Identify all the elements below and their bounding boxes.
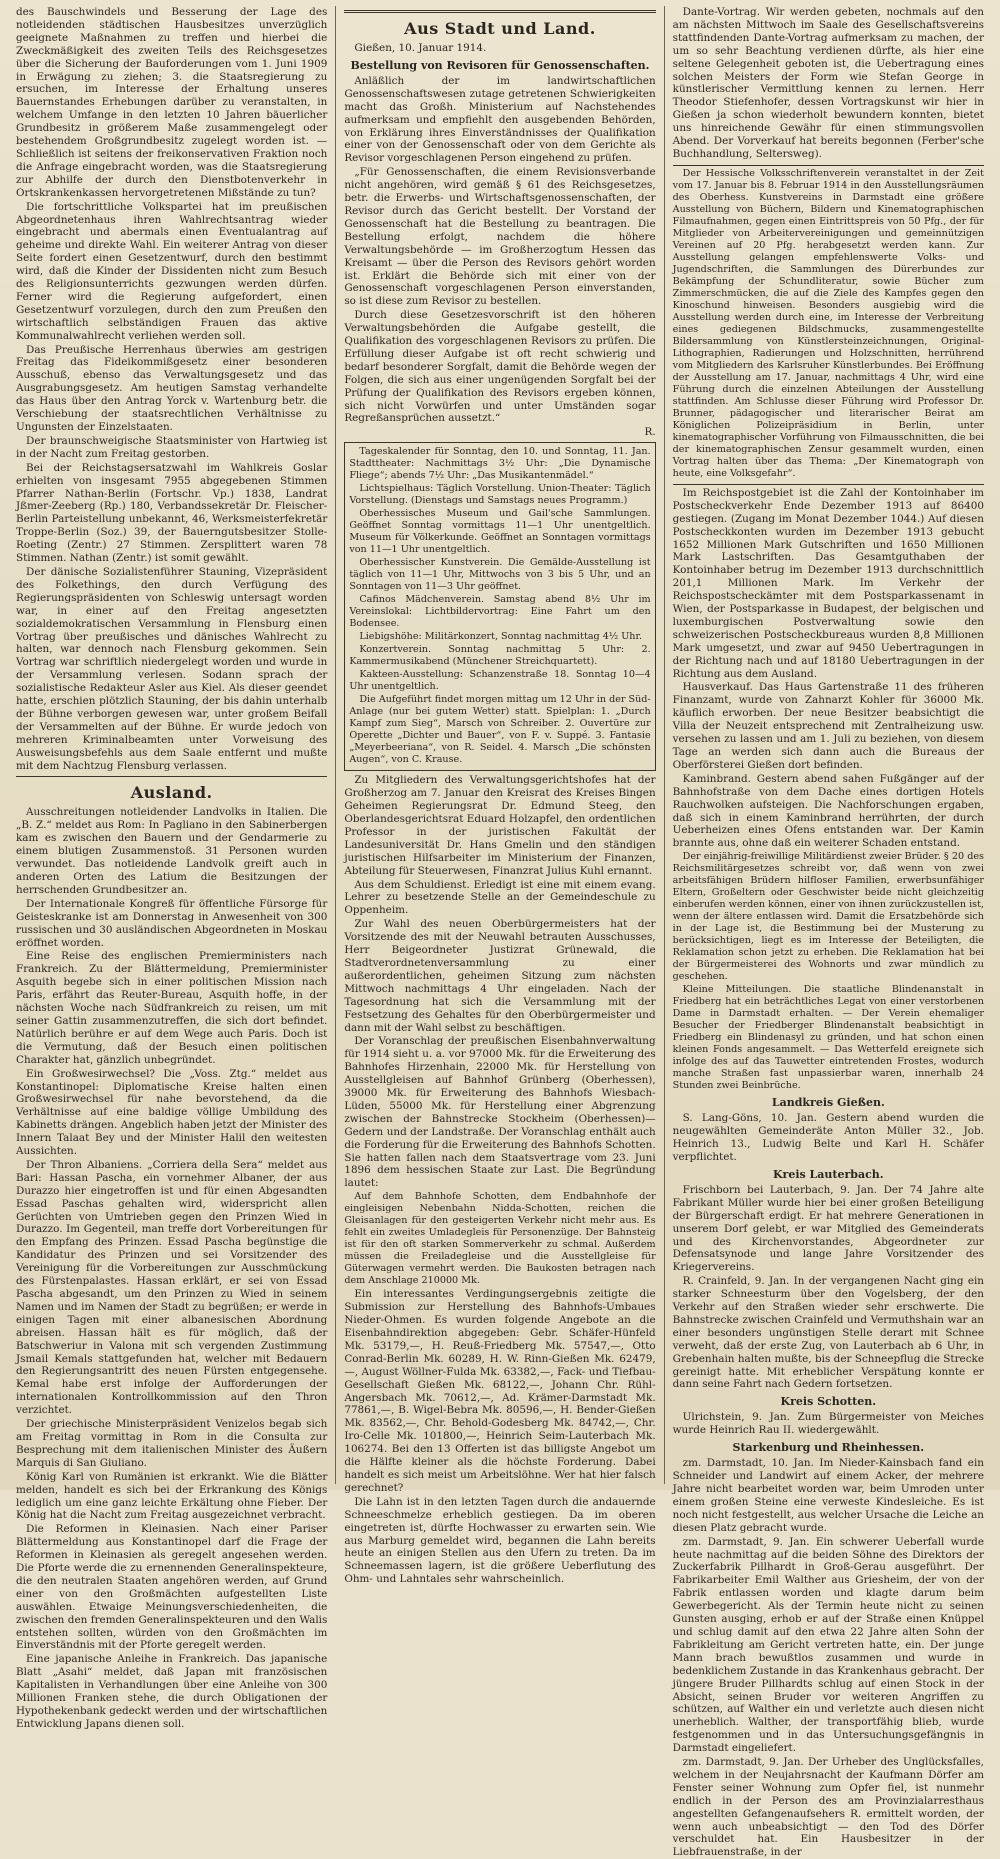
article-maedchenverein: Cafinos Mädchenverein. Samstag abend 8½ Uhr im Vereinslokal: Lichtbildervortrag: Eine Fahrt um den Bodensee. xyxy=(349,594,651,630)
article-oberbuergermeister: Zur Wahl des neuen Oberbürgermeisters hat der Vorsitzende des mit der Neuwahl betrauten Ausschusses, Herr Beigeordneter Justizrat Grünewald, die Stadtverordnetenversammlung zu einer außerordentlichen, geheimen Sitzung zum nächsten Mittwoch nachmittags 4 Uhr eingeladen. Nach der Tagesordnung hat sich die Versammlung mit der Festsetzung des Gehaltes für den Oberbürgermeister und dann mit der Wahl selbst zu beschäftigen. xyxy=(344,918,656,1034)
section-heading-ausland: Ausland. xyxy=(130,783,213,803)
article-museum: Oberhessisches Museum und Gail'sche Sammlungen. Geöffnet Sonntag vormittags 11—1 Uhr unentgeltlich. Museum für Völkerkunde. Geöffnet an Sonntagen vormittags von 11—1 Uhr unentgeltlich. xyxy=(349,508,651,556)
article-kakteen: Kakteen-Ausstellung: Schanzenstraße 18. Sonntag 10—4 Uhr unentgeltlich. xyxy=(349,669,651,693)
article-volksschriften: Der Hessische Volksschriftenverein veranstaltet in der Zeit vom 17. Januar bis 8. Februar 1914 in den Ausstellungsräumen des Oberhess. Kunstvereins in Darmstadt eine größere Ausstellung von Büchern, Bildern und Kinematographischen Filmaufnahmen, gegen einen Eintrittspreis von 50 Pfg., der für Mitglieder von Arbeitervereinigungen und gemeinnützigen Vereinen auf 20 Pfg. herabgesetzt werden kann. Zur Ausstellung gelangen empfehlenswerte Volks- und Jugendschriften, die Sammlungen des Dürerbundes zur Bekämpfung der Schundliteratur, sowie Bücher zum Zimmerschmücken, die auf die Ziele des Kampfes gegen den Kinoschund hinweisen. Besonders ausgiebig wird die Ausstellung werden durch eine, im Interesse der Verbreitung eines gediegenen Bildschmucks, zusammengestellte Bildersammlung von Künstlersteinzeichnungen, Original-Lithographien, Radierungen und Holzschnitten, herrührend vom Mitgliedern des Karlsruher Künstlerbundes. Bei Eröffnung der Ausstellung am 17. Januar, nachmittags 4 Uhr, wird eine Führung durch die einzelnen Abteilungen der Ausstellung stattfinden. Am Schlusse dieser Führung wird Professor Dr. Brunner, pädagogischer und literarischer Beirat am Königlichen Polizeipräsidium in Berlin, unter kinematographischer Vorführung von Filmausschnitten, die bei der kinematographischen Zensur gesammelt wurden, einen Vortrag halten über das Thema: „Der Kinematograph von heute, eine Volksgefahr“. xyxy=(672,167,984,479)
subheading-landkreis-giessen: Landkreis Gießen. xyxy=(771,1096,885,1110)
article-verwaltungsgericht: Zu Mitgliedern des Verwaltungsgerichtshofes hat der Großherzog am 7. Januar den Kreisrat des Kreises Bingen Geheimen Regierungsrat Dr. Edmund Steeg, den Oberlandesgerichtsrat Eduard Holzapfel, den ordentlichen Professor in der juristischen Fakultät der Landesuniversität Dr. Hans Gmelin und den ständigen juristischen Hilfsarbeiter im Ministerium der Finanzen, Abteilung für Steuerwesen, Finanzrat Julius Kuhl ernannt. xyxy=(344,774,656,877)
article-platzmusik: Die Aufgeführt findet morgen mittag um 12 Uhr in der Süd-Anlage (nur bei gutem Wetter) statt. Spielplan: 1. „Durch Kampf zum Sieg“, Marsch von Schreiber. 2. Ouvertüre zur Operette „Dichter und Bauer“, von F. v. Suppé. 3. Fantasie „Meyerbeeriana“, von R. Seidel. 4. Marsch „Die schönsten Augen“, von C. Krause. xyxy=(349,694,651,766)
tageskalender-box xyxy=(344,442,655,771)
subheading-kreis-schotten: Kreis Schotten. xyxy=(780,1395,877,1409)
section-divider xyxy=(673,165,984,166)
article-reforms: Die Reformen in Kleinasien. Nach einer Pariser Blättermeldung aus Konstantinopel darf die Frage der Reformen in Kleinasien als geregelt angesehen werden. Die Pforte werde die zu ernennenden Generalinspekteure, die den neutralen Staaten angehören werden, auf Grund einer von den Großmächten aufgestellten Liste auswählen. Etwaige Meinungsverschiedenheiten, die zwischen den fremden Generalinspekteuren und den Walis entstehen sollten, würden von den Großmächten im Einverständnis mit der Pforte geregelt werden. xyxy=(16,1523,328,1652)
article-kaminbrand: Kaminbrand. Gestern abend sahen Fußgänger auf der Bahnhofstraße von dem Dache eines dortigen Hotels Rauchwolken aufsteigen. Die Nachforschungen ergaben, daß sich in einem Kaminbrand herrührten, der durch Ueberheizen eines Ofens entstanden war. Der Kamin brannte aus, ohne daß ein weiterer Schaden entstand. xyxy=(672,772,984,850)
article-dante: Dante-Vortrag. Wir werden gebeten, nochmals auf den am nächsten Mittwoch im Saale des Gesellschaftsvereins stattfindenden Dante-Vortrag aufmerksam zu machen, der um so sehr Beachtung verdienen dürfte, als hier eine seltene Gelegenheit geboten ist, die Uebertragung eines solchen Meisters der Form wie Stefan George in künstlerischer Vermittlung kennen zu lernen. Herr Theodor Stiefenhofer, dessen Vortragskunst wir hier in Gießen ja schon wiederholt bewundern konnten, bietet uns hinreichende Gewähr für einen stimmungsvollen Abend. Der Vorverkauf hat bereits begonnen (Ferber'sche Buchhandlung, Seltersweg). xyxy=(672,6,984,160)
article-revisoren-quote-2: Durch diese Gesetzesvorschrift ist den höheren Verwaltungsbehörden die Aufgabe gestellt, die Qualifikation des vorgeschlagenen Revisors zu prüfen. Die Erfüllung dieser Aufgabe ist oft recht schwierig und bedarf besonderer Sorgfalt, damit die Behörde wegen der Folgen, die sich aus einer ungenügenden Sorgfalt bei der Prüfung der Qualifikation des Revisors ergeben können, sich nicht Vorwürfen und unter Umständen sogar Regreßansprüchen aussetzt.“ xyxy=(344,309,656,425)
section-divider xyxy=(673,484,984,485)
article-revisoren-quote: „Für Genossenschaften, die einem Revisionsverbande nicht angehören, wird gemäß § 61 des Reichsgesetzes, betr. die Erwerbs- und Wirtschaftsgenossenschaften, der Revisor durch das Gericht bestellt. Der Vorstand der Genossenschaft hat die Bestellung zu beantragen. Die Bestellung erfolgt, nachdem die höhere Verwaltungsbehörde — im Großherzogtum Hessen das Kreisamt — über die Person des Revisors gehört worden ist. Erklärt die Behörde sich mit einer von der Genossenschaft vorgeschlagenen Person einverstanden, so ist diese zum Revisor zu bestellen. xyxy=(344,166,656,308)
article-italy: Ausschreitungen notleidender Landvolks in Italien. Die „B. Z.“ meldet aus Rom: In Pagliano in den Sabinerbergen kam es zwischen den Bauern und der Gendarmerie zu einem blutigen Zusammenstoß. 31 Personen wurden verwundet. Das notleidende Landvolk greift auch in anderen Orten des Latium die Besitzungen der herrschenden Grundbesitzer an. xyxy=(16,806,328,896)
article-lichtspiel: Lichtspielhaus: Täglich Vorstellung. Union-Theater: Täglich Vorstellung. (Dienstags und Samstags neues Programm.) xyxy=(349,483,651,507)
article-herrenhaus: Das Preußische Herrenhaus überwies am gestrigen Freitag das Fideikommißgesetz einer besonderen Ausschuß, ebenso das Verwaltungsgesetz und das Ausgrabungsgesetz. Am heutigen Samstag verhandelte das Haus über den Antrag Yorck v. Wartenburg betr. die Verschiebung der staatsrechtlichen Verhältnisse zu Ungunsten der Einzelstaaten. xyxy=(16,343,328,433)
subheading-revisoren: Bestellung von Revisoren für Genossenschaften. xyxy=(350,58,650,72)
article-postscheck: Im Reichspostgebiet ist die Zahl der Kontoinhaber im Postscheckverkehr Ende Dezember 1913 auf 86400 gestiegen. (Zugang im Monat Dezember 1044.) Auf diesen Postscheckkonten wurden im Dezember 1913 gebucht 1652 Millionen Mark Gutschriften und 1650 Millionen Mark Lastschriften. Das Gesamtguthaben der Kontoinhaber betrug im Dezember 1913 durchschnittlich 201,1 Millionen Mark. Im Verkehr der Reichspostscheckämter mit dem Postsparkassenamt in Wien, der Postsparkasse in Budapest, der belgischen und luxemburgischen Postverwaltung sowie den schweizerischen Postscheckbureaus wurden 8,8 Millionen Mark umgesetzt, und zwar auf 9450 Uebertragungen in der Richtung nach und auf 18180 Uebertragungen in der Richtung aus dem Ausland. xyxy=(672,486,984,680)
article-darmstadt-2: zm. Darmstadt, 9. Jan. Ein schwerer Ueberfall wurde heute nachmittag auf die beiden Söhne des Direktors der Zuckerfabrik Pillhardt in Groß-Gerau ausgeführt. Der Fabrikarbeiter Emil Walther aus Griesheim, der von der Fabrik entlassen worden und klagte darum beim Gewerbegericht. Als der Termin heute nicht zu seinen Gunsten ausging, erhob er auf der Straße einen Knüppel und schlug damit auf den etwa 22 Jahre alten Sohn der Fabrikleitung am Gericht vertreten hatte, ein. Der junge Mann brach bewußtlos zusammen und wurde in bedenklichem Zustande in das Krankenhaus gebracht. Der jüngere Bruder Pillhardts schlug auf einen Stock in der Absicht, seinen Bruder vor weiteren Angriffen zu schützen, auf Walther ein und verletzte auch diesen nicht unerheblich. Walther, der transportfähig blieb, wurde festgenommen und in das Untersuchungsgefängnis in Darmstadt eingeliefert. xyxy=(672,1535,984,1755)
section-divider xyxy=(16,776,327,777)
article-volkspartei: Die fortschrittliche Volkspartei hat im preußischen Abgeordnetenhaus ihren Wahlrechtsantrag wieder eingebracht und abermals einen Eventualantrag auf geheime und direkte Wahl. Ein weiterer Antrag von dieser Seite fordert einen Gesetzentwurf, durch den bestimmt wird, daß die Kinder der Dissidenten nicht zum Besuch des Religionsunterrichts gezwungen werden dürfen. Ferner wird die Regierung aufgefordert, einen Gesetzentwurf vorzulegen, durch den zum Preußen den wirtschaftlich selbständigen Frauen das aktive Kommunalwahlrecht verliehen werden soll. xyxy=(16,200,328,342)
section-divider xyxy=(344,10,655,13)
article-lang-goens: S. Lang-Göns, 10. Jan. Gestern abend wurden die neugewählten Gemeinderäte Anton Müller 32., Job. Heinrich 13., Ludwig Belte und Karl H. Schäfer verpflichtet. xyxy=(672,1112,984,1163)
article-goslar-election: Bei der Reichstagsersatzwahl im Wahlkreis Goslar erhielten von insgesamt 7955 abgegebenen Stimmen Pfarrer Nathan-Berlin (Fortschr. Vp.) 1838, Landrat Jßmer-Zeeberg (Rp.) 180, Verbandssekretär Dr. Fleischer-Berlin Parteistellung unbekannt, 46, Werksmeisterfekretär Troppe-Berlin (Soz.) 39, der Bauerngutsbesitzer Stolle-Roeting (Zentr.) 27 Stimmen. Zersplittert waren 78 Stimmen. Nathan (Zentr.) ist somit gewählt. xyxy=(16,461,328,565)
column-3 xyxy=(664,6,992,1859)
article-crainfeld: R. Crainfeld, 9. Jan. In der vergangenen Nacht ging ein starker Schneesturm über den Vogelsberg, der den Verkehr auf den Straßen wieder sehr erschwerte. Die Bahnstrecke zwischen Crainfeld und Vermuthshain war an einer besonders ungünstigen Stelle derart mit Schnee verweht, daß der erste Zug, von Lauterbach ab 6 Uhr, in Grebenhain halten mußte, bis der Schneepflug die Strecke gereinigt hatte. Mit erheblicher Verspätung konnte er dann seine Fahrt nach Gedern fortsetzen. xyxy=(672,1275,984,1391)
article-schuldienst: Aus dem Schuldienst. Erledigt ist eine mit einem evang. Lehrer zu besetzende Stelle an der Gemeindeschule zu Oppenheim. xyxy=(344,878,656,917)
article-paragraph: des Bauschwindels und Besserung der Lage des notleidenden städtischen Hausbesitzes unverzüglich geeignete Maßnahmen zu treffen und hierbei die Zweckmäßigkeit des zweiten Teils des Reichsgesetzes über die Sicherung der Bauforderungen vom 1. Juni 1909 in Erwägung zu ziehen; 3. die Staatsregierung zu ersuchen, im Interesse der Erhaltung unseres Bauernstandes Erhebungen darüber zu veranstalten, in welchem Umfange in den letzten 10 Jahren bäuerlicher Grundbesitz in größerem Maße zusammengelegt oder bestehendem Großgrundbesitz zugelegt worden ist. — Schließlich ist seitens der freikonservativen Fraktion noch die Anfrage eingebracht worden, was die Staatsregierung zur Abhilfe der durch den Dienstbotenverkehr in Ortskrankenkassen hervorgetretenen Mißstände zu tun? xyxy=(16,6,328,199)
article-liebigshoehe: Liebigshöhe: Militärkonzert, Sonntag nachmittag 4½ Uhr. xyxy=(359,631,643,643)
article-signature: R. xyxy=(644,426,656,439)
section-heading-stadt-land: Aus Stadt und Land. xyxy=(404,19,596,38)
column-2 xyxy=(335,6,663,1586)
article-lahn: Die Lahn ist in den letzten Tagen durch die andauernde Schneeschmelze erheblich gestiegen. Da im oberen eingetreten ist, dürfte Hochwasser zu erwarten sein. Wie aus Marburg gemeldet wird, begannen die Lahn bereits heute an einigen Stellen aus den Ufern zu treten. Da im Schneemassen lagern, ist die größere Ueberflutung des Ohm- und Lahntales sehr wahrscheinlich. xyxy=(344,1495,656,1586)
article-konzertverein: Konzertverein. Sonntag nachmittag 5 Uhr: 2. Kammermusikabend (Münchener Streichquartett). xyxy=(349,644,651,668)
article-congress: Der Internationale Kongreß für öffentliche Fürsorge für Geisteskranke ist am Donnerstag in Anwesenheit von 300 russischen und 30 ausländischen Abgeordneten in Moskau eröffnet worden. xyxy=(16,897,328,949)
article-kunstverein: Oberhessischer Kunstverein. Die Gemälde-Ausstellung ist täglich von 11—1 Uhr, Mittwochs von 3 bis 5 Uhr, und an Sonntagen von 11—3 Uhr geöffnet. xyxy=(349,557,651,593)
article-king-karl: König Karl von Rumänien ist erkrankt. Wie die Blätter melden, handelt es sich bei der Erkrankung des Königs lediglich um eine ganz leichte Erkältung ohne Fieber. Der König hat die Nacht zum Freitag ausgezeichnet verbracht. xyxy=(16,1470,328,1522)
article-revisoren: Anläßlich der im landwirtschaftlichen Genossenschaftswesen zutage getretenen Schwierigkeiten macht das Großh. Ministerium auf Nachstehendes aufmerksam und empfiehlt den ausgebenden Behörden, von Erklärung ihres Einverständnisses der Qualifikation einer von der Genossenschaft oder von dem Gerichte als Revisor vorgeschlagenen Person eingehend zu prüfen. xyxy=(344,74,656,165)
article-venizelos: Der griechische Ministerpräsident Venizelos begab sich am Freitag vormittag in Rom in die Consulta zur Besprechung mit dem italienischen Minister des Äußern Marquis di San Giuliano. xyxy=(16,1418,328,1469)
article-hartwieg: Der braunschweigische Staatsminister von Hartwieg ist in der Nacht zum Freitag gestorben. xyxy=(16,434,328,460)
subheading-kreis-lauterbach: Kreis Lauterbach. xyxy=(773,1167,884,1181)
article-japan-loan: Eine japanische Anleihe in Frankreich. Das japanische Blatt „Asahi“ meldet, daß Japan mit französischen Kapitalisten in Verhandlungen über eine Anleihe von 300 Millionen Franken stehe, die durch Obligationen der Hypothekenbank gedeckt werden und der wirtschaftlichen Entwicklung Japans dienen soll. xyxy=(16,1653,328,1730)
article-stauning: Der dänische Sozialistenführer Stauning, Vizepräsident des Folkethings, den durch Verfügung des Regierungspräsidenten von Schleswig untersagt worden war, in einer auf den Freitag angesetzten sozialdemokratischen Versammlung in Flensburg einen Vortrag über preußisches und dänisches Wahlrecht zu halten, war dennoch nach Flensburg gekommen. Sein Vortrag war schriftlich niedergelegt worden und wurde in der Versammlung verlesen. Sodann sprach der sozialistische Redakteur Asler aus Kiel. Als dieser geendet hatte, erschien plötzlich Stauning, der bis dahin unterhalb der Bühne verborgen gewesen war, unter großem Beifall der Versammelten auf der Bühne. Er wurde jedoch von mehreren Kriminalbeamten unter Vorweisung des Ausweisungsbefehls aus dem Saale entfernt und mußte mit dem Nachtzug Flensburg verlassen. xyxy=(16,565,328,772)
columns xyxy=(8,6,992,1859)
article-verdingung: Ein interessantes Verdingungsergebnis zeitigte die Submission zur Herstellung des Bahnhofs-Umbaues Nieder-Ohmen. Es wurden folgende Angebote an die Eisenbahndirektion abgegeben: Gebr. Schäfer-Hünfeld Mk. 53179,—, H. Reuß-Friedberg Mk. 57547,—, Otto Conrad-Berlin Mk. 60289, H. W. Rinn-Gießen Mk. 62479,—, August Wöllner-Fulda Mk. 63382,—, Fack- und Tiefbau-Gesellschaft Gießen Mk. 68122,—, Johann Chr. Rühl-Angersbach Mk. 70612,—, Ad. Krämer-Darmstadt Mk. 77861,—, B. Wigel-Bebra Mk. 80596,—, H. Bender-Gießen Mk. 83562,—, Chr. Behold-Godesberg Mk. 84742,—, Chr. Iro-Celle Mk. 101800,—, Heinrich Seim-Lauterbach Mk. 106274. Bei den 13 Offerten ist das billigste Angebot um die Hälfte kleiner als die höchste Forderung. Dabei handelt es sich meist um Arbeitslöhne. Wer hat hier falsch gerechnet? xyxy=(344,1288,656,1494)
subheading-starkenburg: Starkenburg und Rheinhessen. xyxy=(732,1441,925,1455)
article-eisenbahn: Der Voranschlag der preußischen Eisenbahnverwaltung für 1914 sieht u. a. vor 97000 Mk. für die Erweiterung des Bahnhofes Hirzenhain, 22000 Mk. für Herstellung von Ausstellgleisen auf Bahnhof Grünberg (Oberhessen), 39000 Mk. für Erweiterung des Bahnhofs Wiesbach-Lüden, 55000 Mk. für Herstellung einer Abgrenzung zwischen der Bahnstrecke Stockheim (Oberhessen)—Gedern und der Landstraße. Der Voranschlag enthält auch die Forderung für die Erweiterung des Bahnhofs Schotten. Sie hatten fallen nach dem Staatsvertrage vom 23. Juni 1896 dem hessischen Staate zur Last. Die Begründung lautet: xyxy=(344,1035,656,1190)
article-darmstadt-1: zm. Darmstadt, 10. Jan. Im Nieder-Kainsbach fand ein Schneider und Landwirt auf einem Acker, der mehrere Jahre nicht bearbeitet worden war, beim Umroden unter einem großen Steine eine verweste Kindesleiche. Es ist noch nicht festgestellt, aus welcher Ursache die Leiche an diesen Platz gebracht wurde. xyxy=(672,1457,984,1534)
column-1 xyxy=(8,6,335,1730)
article-frischborn: Frischborn bei Lauterbach, 9. Jan. Der 74 Jahre alte Fabrikant Müller wurde hier bei einer großen Beteiligung der Bürgerschaft erdigt. Er hat mehrere Generationen in unserem Dorf gelebt, er war Mitglied des Gemeinderats und des Kirchenvorstandes, Abgeordneter zur Defensatsynode und lange Jahre Vorsitzender des Kriegervereins. xyxy=(672,1183,984,1274)
article-grosswesir: Ein Großwesirwechsel? Die „Voss. Ztg.“ meldet aus Konstantinopel: Diplomatische Kreise halten einen Großwesirwechsel für nahe bevorstehend, da die Verhältnisse auf eine baldige völlige Umbildung des Kabinetts drängen. Angeblich haben jetzt der Minister des Innern Talaat Bey und der Minister Halil den weitesten Aussichten. xyxy=(16,1067,328,1158)
dateline: Gießen, 10. Januar 1914. xyxy=(354,42,487,54)
article-asquith: Eine Reise des englischen Premierministers nach Frankreich. Zu der Blättermeldung, Premierminister Asquith begebe sich in einer politischen Mission nach Paris, erfährt das Reuter-Bureau, Asquith hoffe, in der nächsten Woche nach Südfrankreich zu reisen, um mit seiner Gattin zusammenzutreffen, die sich dort befindet. Natürlich berühre er auf dem Wege auch Paris. Doch ist die Vermutung, daß der Besuch einen politischen Charakter hat, gänzlich unbegründet. xyxy=(16,950,328,1066)
article-darmstadt-3: zm. Darmstadt, 9. Jan. Der Urheber des Unglücksfalles, welchem in der Neujahrsnacht der Kaufmann Dörfer am Fenster seiner Wohnung zum Opfer fiel, ist nunmehr endlich in der Person des am Provinzialarresthaus angestellten Gefangenaufsehers R. ermittelt worden, der wenn auch unbeabsichtigt — den Tod des Dörfer verschuldet hat. Ein Hausbesitzer in der Liebfrauenstraße, in der xyxy=(672,1756,984,1859)
article-eisenbahn-begruendung: Auf dem Bahnhofe Schotten, dem Endbahnhofe der eingleisigen Nebenbahn Nidda-Schotten, reichen die Gleisanlagen für den gesteigerten Verkehr nicht mehr aus. Es fehlt ein zweites Umladegleis für Personenzüge. Der Bahnsteig ist für den oft starken Sommerverkehr zu schmal. Außerdem müssen die Freiladegleise und die Ausstellgleise für Güterwagen vermehrt werden. Die Baukosten betragen nach dem Anschlage 210000 Mk. xyxy=(344,1191,656,1287)
article-hausverkauf: Hausverkauf. Das Haus Gartenstraße 11 des früheren Finanzamt, wurde von Zahnarzt Kohler für 36000 Mk. käuflich erworben. Der neue Besitzer beabsichtigt die Villa der Neuzeit entsprechend mit Zentralheizung usw. versehen zu lassen und am 1. Juli zu beziehen, von diesem Tage an werden sich dann auch die Bureaus der Oberförsterei Gießen dort befinden. xyxy=(672,681,984,771)
article-ulrichstein: Ulrichstein, 9. Jan. Zum Bürgermeister von Meiches wurde Heinrich Rau II. wiedergewählt. xyxy=(672,1411,984,1437)
article-albania: Der Thron Albaniens. „Corriera della Sera“ meldet aus Bari: Hassan Pascha, ein vornehmer Albaner, der aus Durazzo hier eingetroffen ist und für einen Abgesandten Essad Paschas gehalten wird, widerspricht allen Gerüchten von Umtrieben gegen den Prinzen Wied in Durazzo. Im Gegenteil, man treffe dort Vorbereitungen für den Empfang des Prinzen. Essad Pascha begünstige die Kandidatur des Prinzen und sei Vorsitzender des Vereinigung für die Vorbereitungen zur Ausschmückung des Fürstenpalastes. Hassan erklärt, er sei von Essad Pascha abgesandt, um den Prinzen zu Wied in seinem Namen und im Namen der Stadt zu begrüßen; er werde in einigen Tagen mit einer albanesischen Abordnung abreisen. Hassan hält es für möglich, daß der Batschweriur in Valona mit sch vergenden Zustimmung Jsmail Kemals stattgefunden hat, welcher mit Bedauern den Regierungsantritt des neuen Fürsten entgegensehe. Kemal habe erst infolge der Aufforderungen der internationalen Kontrollkommission auf den Thron verzichtet. xyxy=(16,1158,328,1417)
article-kleine-mitteilungen: Kleine Mitteilungen. Die staatliche Blindenanstalt in Friedberg hat ein beträchtliches Legat von einer verstorbenen Dame in Darmstadt erhalten. — Der Verein ehemaliger Besucher der Friedberger Blindenanstalt beabsichtigt in Friedberg ein Blindenasyl zu gründen, und hat schon einen kleinen Fonds angesammelt. — Das Wetterfeld ereignete sich infolge des auf das Tauwetter eintretenden Frostes, wodurch manche Straßen fast unpassierbar waren, innerhalb 24 Stunden zwei Beinbrüche. xyxy=(672,984,984,1092)
article-tageskalender: Tageskalender für Sonntag, den 10. und Sonntag, 11. Jan. Stadttheater: Nachmittags 3½ Uhr: „Die Dynamische Fliege“; abends 7½ Uhr: „Das Musikantenmädel.“ xyxy=(349,446,651,482)
article-militaerdienst: Der einjährig-freiwillige Militärdienst zweier Brüder. § 20 des Reichsmilitärgesetzes schreibt vor, daß wenn von zwei arbeitsfähigen Brüdern hilfloser Familien, erwerbsunfähiger Eltern, Großeltern oder Geschwister beide nicht gleichzeitig einberufen werden können, einer von ihnen zurückzustellen ist, wenn der ältere entlassen wird. Damit die Ersatzbehörde sich in der Lage ist, die Bestimmung bei der Musterung zu berücksichtigen, liegt es im Interesse der Beteiligten, die Reklamation schon jetzt zu erheben. Die Reklamation hat bei der Bürgermeisterei des Wohnorts und zwar mündlich zu geschehen. xyxy=(672,851,984,983)
